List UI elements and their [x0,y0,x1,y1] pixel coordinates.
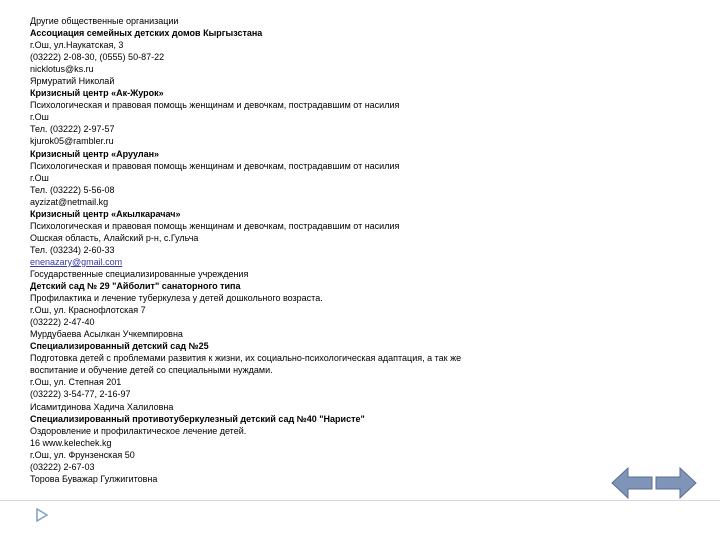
text-line: ayzizat@netmail.kg [30,196,109,207]
document-text [30,15,510,485]
text-line: Исамитдинова Хадича Халиловна [30,401,174,412]
arrow-left-icon [610,465,654,501]
text-line: kjurok05@rambler.ru [30,136,114,147]
text-line: Государственные специализированные учреждения [30,268,249,279]
text-line: Профилактика и лечение туберкулеза у детей дошкольного возраста. [30,293,323,304]
arrow-right-icon [654,465,698,501]
email-link-text[interactable]: enenazary@gmail.com [30,256,123,267]
text-line: г.Ош [30,112,49,123]
email-link[interactable] [30,256,510,268]
text-line: г.Ош, ул. Фрунзенская 50 [30,449,135,460]
text-line: nicklotus@ks.ru [30,64,94,75]
text-line: Тел. (03234) 2-60-33 [30,244,115,255]
text-line: Ярмуратий Николай [30,76,115,87]
text-line: Психологическая и правовая помощь женщинам и девочкам, пострадавшим от насилия [30,160,400,171]
back-nav-button[interactable] [610,465,654,501]
text-line: (03222) 2-67-03 [30,461,95,472]
slide-marker-icon [36,508,48,522]
text-line: г.Ош, ул. Краснофлотская 7 [30,305,146,316]
forward-nav-button[interactable] [654,465,698,501]
text-line: Оздоровление и профилактическое лечение детей. [30,425,247,436]
text-line: Тел. (03222) 2-97-57 [30,124,115,135]
text-line: Психологическая и правовая помощь женщинам и девочкам, пострадавшим от насилия [30,100,400,111]
text-line: г.Ош, ул. Степная 201 [30,377,122,388]
text-line: г.Ош [30,172,49,183]
text-line: Мурдубаева Асылкан Учкемпировна [30,329,183,340]
text-line: Тел. (03222) 5-56-08 [30,184,115,195]
text-line: г.Ош, ул.Наукатская, 3 [30,40,124,51]
text-line: Детский сад № 29 "Айболит" санаторного типа [30,281,241,292]
text-line: 16 www.kelechek.kg [30,437,112,448]
text-line: Ассоциация семейных детских домов Кыргызстана [30,28,263,39]
text-line: Специализированный детский сад №25 [30,341,209,352]
text-line: (03222) 2-47-40 [30,317,95,328]
text-line: Подготовка детей с проблемами развития к жизни, их социально-психологическая адаптация, а так же воспитание и обучение детей со специальными нуждами. [30,353,462,376]
text-line: Кризисный центр «Ак-Журок» [30,88,164,99]
text-line: Кризисный центр «Акылкарачач» [30,208,181,219]
text-line: Специализированный противотуберкулезный детский сад №40 "Наристе" [30,413,365,424]
text-line: Кризисный центр «Аруулан» [30,148,160,159]
text-line: Торова Буважар Гулжигитовна [30,473,158,484]
text-line: Ошская область, Алайский р-н, с.Гульча [30,232,199,243]
text-line: (03222) 2-08-30, (0555) 50-87-22 [30,52,165,63]
bottom-divider [0,500,720,541]
text-line: Психологическая и правовая помощь женщинам и девочкам, пострадавшим от насилия [30,220,400,231]
text-line: Другие общественные организации [30,16,179,26]
text-line: (03222) 3-54-77, 2-16-97 [30,389,131,400]
